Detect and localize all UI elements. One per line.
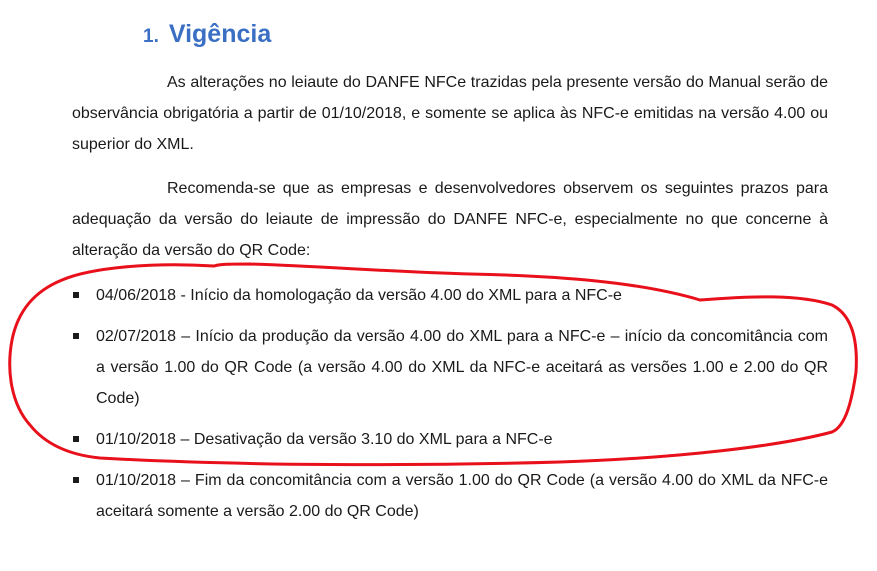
section-number: 1. <box>143 26 159 47</box>
list-item-text: 01/10/2018 – Desativação da versão 3.10 do XML para a NFC-e <box>96 431 553 448</box>
list-item <box>72 280 828 311</box>
list-item <box>72 424 828 455</box>
section-title: Vigência <box>168 20 272 48</box>
bullet-square-icon <box>73 333 79 339</box>
list-item <box>72 321 828 414</box>
deadline-list <box>72 280 828 537</box>
list-item <box>72 465 828 527</box>
bullet-square-icon <box>73 436 79 442</box>
bullet-square-icon <box>73 477 79 483</box>
section-heading <box>143 20 271 49</box>
bullet-square-icon <box>73 292 79 298</box>
list-item-text: 02/07/2018 – Início da produção da versão 4.00 do XML para a NFC-e – início da concomitância com a versão 1.00 do QR Code (a versão 4.00 do XML da NFC-e aceitará as versões 1.00 e 2.00 do QR Code) <box>96 328 828 407</box>
paragraph-recomendacao: Recomenda-se que as empresas e desenvolvedores observem os seguintes prazos para adequação da versão do leiaute de impressão do DANFE NFC-e, especialmente no que concerne à alteração da versão do QR Code: <box>72 180 828 259</box>
list-item-text: 04/06/2018 - Início da homologação da versão 4.00 do XML para a NFC-e <box>96 287 622 304</box>
list-item-text: 01/10/2018 – Fim da concomitância com a versão 1.00 do QR Code (a versão 4.00 do XML da NFC-e aceitará somente a versão 2.00 do QR Code) <box>96 472 828 520</box>
paragraph-vigencia: As alterações no leiaute do DANFE NFCe trazidas pela presente versão do Manual serão de observância obrigatória a partir de 01/10/2018, e somente se aplica às NFC-e emitidas na versão 4.00 ou superior do XML. <box>72 74 828 153</box>
